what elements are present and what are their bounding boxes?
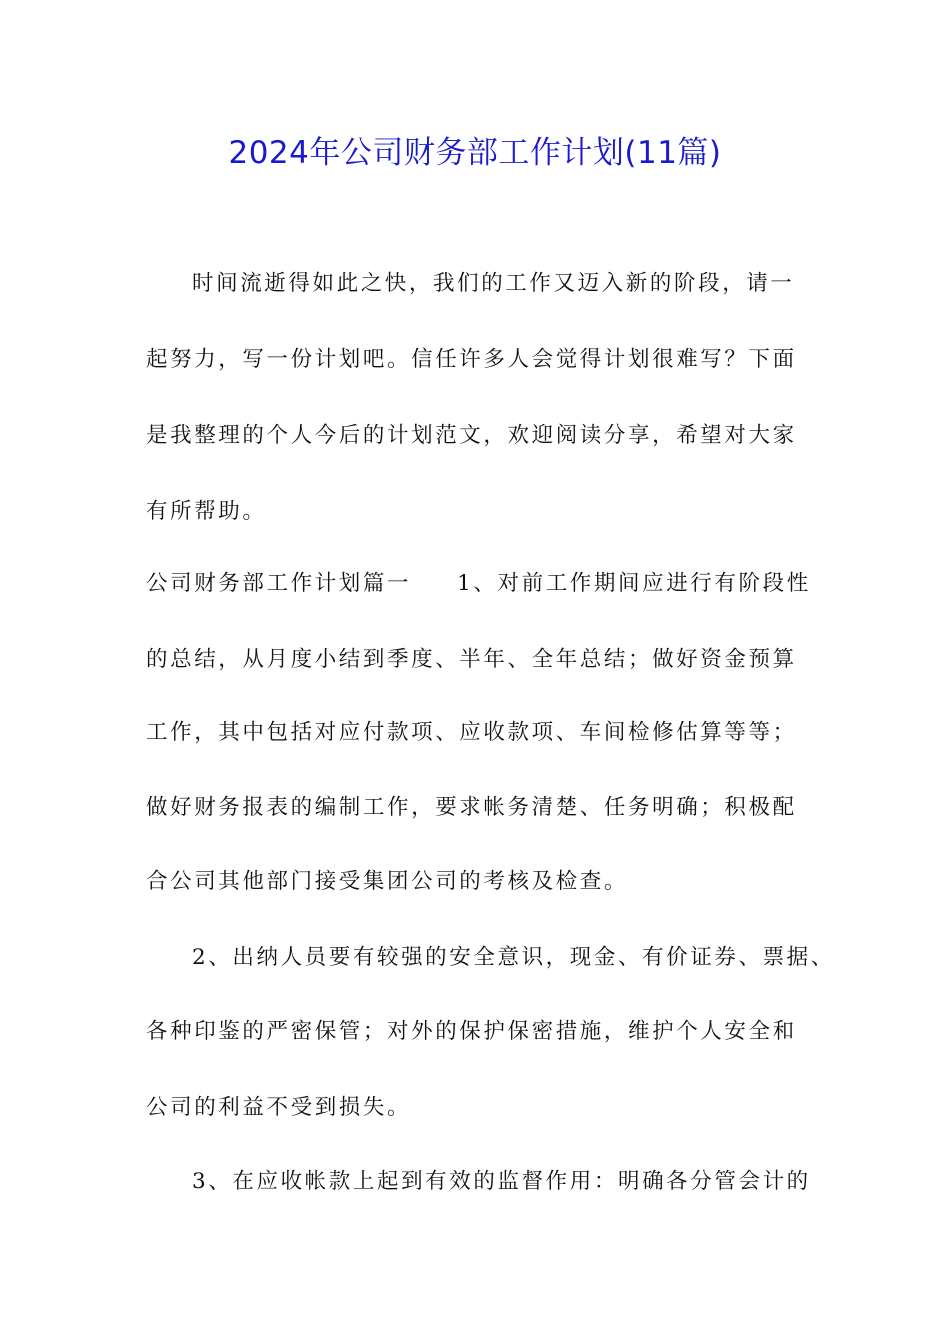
- intro-line-1: 时间流逝得如此之快，我们的工作又迈入新的阶段，请一: [192, 271, 795, 296]
- item2-line-1: 2、出纳人员要有较强的安全意识，现金、有价证券、票据、: [192, 945, 835, 970]
- item1-line-1: 1、对前工作期间应进行有阶段性: [457, 571, 811, 596]
- item2-line-2: 各种印鉴的严密保管；对外的保护保密措施，维护个人安全和: [146, 1019, 797, 1044]
- item2-line-3: 公司的利益不受到损失。: [146, 1095, 412, 1120]
- section-heading-line: [146, 566, 826, 602]
- item3-line-1: 3、在应收帐款上起到有效的监督作用：明确各分管会计的: [192, 1169, 811, 1194]
- document-title: 2024年公司财务部工作计划(11篇): [228, 135, 722, 171]
- intro-line-2: 起努力，写一份计划吧。信任许多人会觉得计划很难写？下面: [146, 347, 797, 372]
- section-heading: 公司财务部工作计划篇一: [146, 571, 412, 596]
- item1-line-4: 做好财务报表的编制工作，要求帐务清楚、任务明确；积极配: [146, 795, 797, 820]
- item1-line-5: 合公司其他部门接受集团公司的考核及检查。: [146, 869, 629, 894]
- item1-line-3: 工作，其中包括对应付款项、应收款项、车间检修估算等等；: [146, 720, 797, 745]
- item1-line-2: 的总结，从月度小结到季度、半年、全年总结；做好资金预算: [146, 647, 797, 672]
- intro-line-4: 有所帮助。: [146, 499, 267, 524]
- intro-line-3: 是我整理的个人今后的计划范文，欢迎阅读分享，希望对大家: [146, 423, 797, 448]
